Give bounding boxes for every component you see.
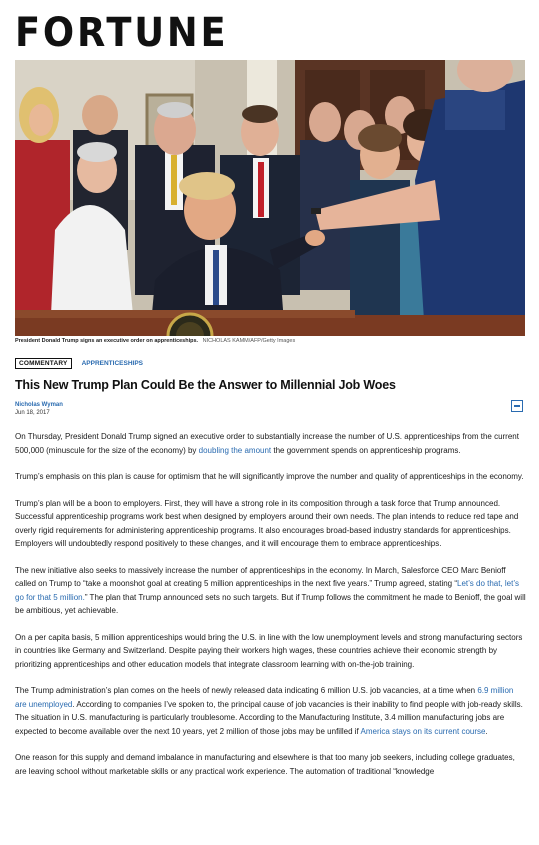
- inline-link[interactable]: America stays on its current course: [360, 726, 486, 736]
- paragraph-text: .: [485, 726, 488, 736]
- paragraph-text: the government spends on apprenticeship programs.: [271, 445, 461, 455]
- article-paragraph: [15, 751, 527, 778]
- paragraph-text: Trump’s plan will be a boon to employers. First, they will have a strong role in its composition through a task force that Trump announced. Successful apprenticeship programs work best when designed by employers around their own needs. The plan intends to reduce red tape and overly rigid requirements for administering apprenticeship programs. It also encourages broad-based industry standards for apprenticeships. Employers will undoubtedly respond positively to these changes, and it will encourage them to embrace apprenticeships.: [15, 498, 519, 548]
- article-tags: [15, 358, 143, 369]
- article-paragraph: [15, 430, 527, 457]
- article-paragraph: [15, 470, 527, 484]
- paragraph-text: One reason for this supply and demand imbalance in manufacturing and elsewhere is that too many job seekers, including college graduates, are leaving school without marketable skills or any practical work experience. The automation of traditional “knowledge: [15, 753, 515, 776]
- article-paragraph: [15, 564, 527, 618]
- paragraph-text: ” The plan that Trump announced sets no such targets. But if Trump follows the commitment he made to Benioff, the goal will be ambitious, yet achievable.: [15, 592, 526, 615]
- inline-link[interactable]: doubling the amount: [198, 445, 272, 455]
- photo-credit: NICHOLAS KAMM/AFP/Getty Images: [202, 338, 296, 344]
- article-paragraph: [15, 497, 527, 551]
- paragraph-text: The new initiative also seeks to massively increase the number of apprenticeships in the economy. In March, Salesforce CEO Marc Benioff called on Trump to “take a moonshot goal at creating 5 million apprenticeships in the next five years.” Trump agreed, stating “: [15, 565, 506, 588]
- paragraph-text: On Thursday, President Donald Trump signed an executive order to substantially increase the number of U.S. apprenticeships from the current 500,000 (minuscule for the size of the economy) by: [15, 432, 519, 455]
- caption-text: President Donald Trump signs an executive order on apprenticeships.: [15, 338, 199, 344]
- paragraph-text: . According to companies I’ve spoken to, the principal cause of job vacancies is their inability to find people with job-ready skills. The situation in U.S. manufacturing is particularly troublesome. According to the Manufacturing Institute, 3.4 million manufacturing jobs are expected to become available over the next 10 years, yet 2 million of those jobs may be unfilled if: [15, 699, 523, 736]
- photo-caption: [15, 337, 525, 345]
- category-tag[interactable]: COMMENTARY: [15, 358, 72, 369]
- signing-ceremony-illustration: [15, 60, 525, 336]
- article-headline: This New Trump Plan Could Be the Answer to Millennial Job Woes: [15, 378, 396, 392]
- inline-link[interactable]: Let’s do that, let’s go for that 5 million.: [15, 579, 519, 602]
- paragraph-text: Trump’s emphasis on this plan is cause for optimism that he will significantly improve the number and quality of apprenticeships in the economy.: [15, 472, 524, 481]
- paragraph-text: The Trump administration’s plan comes on the heels of newly released data indicating 6 million U.S. job vacancies, at a time when: [15, 686, 478, 695]
- author-link[interactable]: Nicholas Wyman: [15, 402, 63, 408]
- article-paragraph: [15, 684, 527, 738]
- fortune-logo[interactable]: FORTUNE: [15, 10, 229, 56]
- collapse-minus-icon[interactable]: [511, 400, 523, 412]
- inline-link[interactable]: 6.9 million are unemployed: [15, 686, 514, 709]
- hero-photo: [15, 60, 525, 336]
- article-paragraph: [15, 631, 527, 672]
- paragraph-text: On a per capita basis, 5 million apprenticeships would bring the U.S. in line with the low unemployment levels and strong manufacturing sectors in countries like Germany and Switzerland. Despite paying their workers high wages, these countries achieve their economic strength by prioritizing apprenticeships and other education models that integrate classroom learning with on-the-job training.: [15, 632, 523, 669]
- article-body: [15, 430, 527, 791]
- topic-tag[interactable]: APPRENTICESHIPS: [81, 360, 143, 367]
- publish-date: Jun 18, 2017: [15, 410, 50, 416]
